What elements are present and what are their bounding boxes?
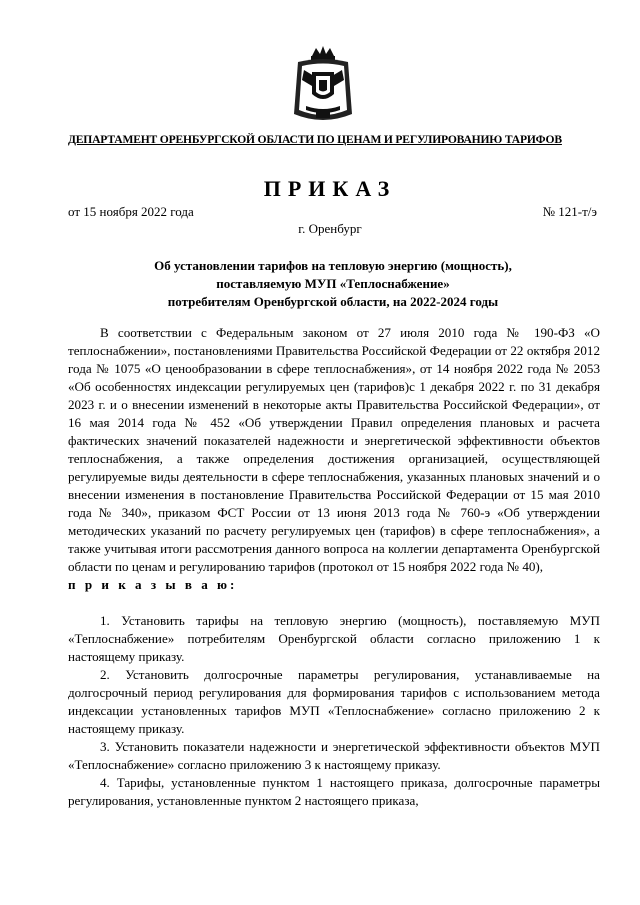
coat-of-arms-icon	[290, 46, 356, 124]
subject-line: потребителям Оренбургской области, на 2022-2024 годы	[167, 294, 499, 309]
order-item: 2. Установить долгосрочные параметры регулирования, устанавливаемые на долгосрочный период регулирования для формирования тарифов с использованием метода индексации установленных тарифов МУП «Теплоснабжение» согласно приложению 2 к настоящему приказу.	[68, 667, 600, 736]
order-items	[68, 612, 600, 810]
subject-line: Об установлении тарифов на тепловую энергию (мощность),	[154, 258, 512, 273]
subject-line: поставляемую МУП «Теплоснабжение»	[216, 276, 450, 291]
order-city: г. Оренбург	[298, 221, 362, 236]
order-item: 3. Установить показатели надежности и энергетической эффективности объектов МУП «Теплоснабжение» согласно приложению 3 к настоящему приказу.	[68, 739, 600, 772]
department-name: ДЕПАРТАМЕНТ ОРЕНБУРГСКОЙ ОБЛАСТИ ПО ЦЕНАМ И РЕГУЛИРОВАНИЮ ТАРИФОВ	[68, 133, 562, 146]
order-number: № 121-т/э	[542, 204, 597, 219]
order-item: 1. Установить тарифы на тепловую энергию (мощность), поставляемую МУП «Теплоснабжение» потребителям Оренбургской области согласно приложению 1 к настоящему приказу.	[68, 613, 600, 664]
decree-word: п р и к а з ы в а ю:	[68, 577, 238, 592]
preamble-paragraph: В соответствии с Федеральным законом от 27 июля 2010 года № 190-ФЗ «О теплоснабжении», постановлениями Правительства Российской Федерации от 22 октября 2012 года № 1075 «О ценообразовании в сфере теплоснабжения», от 14 ноября 2022 года № 2053 «Об особенностях индексации регулируемых цен (тарифов)с 1 декабря 2022 г. по 31 декабря 2023 г. и о внесении изменений в некоторые акты Правительства Российской Федерации», от 16 мая 2014 года № 452 «Об утверждении Правил определения плановых и расчета фактических значений показателей надежности и энергетической эффективности объектов теплоснабжения, а также определения достижения организацией, осуществляющей регулируемые виды деятельности в сфере теплоснабжения, указанных плановых значений и о внесении изменения в постановление Правительства Российской Федерации от 15 мая 2010 года № 340», приказом ФСТ России от 13 июня 2013 года № 760-э «Об утверждении методических указаний по расчету регулируемых цен (тарифов) в сфере теплоснабжения», а также учитывая итоги рассмотрения данного вопроса на коллегии департамента Оренбургской области по ценам и регулированию тарифов (протокол от 15 ноября 2022 года № 40),	[68, 325, 600, 574]
document-title: ПРИКАЗ	[263, 176, 397, 201]
order-body	[68, 324, 600, 810]
order-date: от 15 ноября 2022 года	[68, 204, 194, 219]
order-item: 4. Тарифы, установленные пунктом 1 настоящего приказа, долгосрочные параметры регулирования, установленные пунктом 2 настоящего приказа,	[68, 775, 600, 808]
order-subject	[68, 257, 598, 311]
